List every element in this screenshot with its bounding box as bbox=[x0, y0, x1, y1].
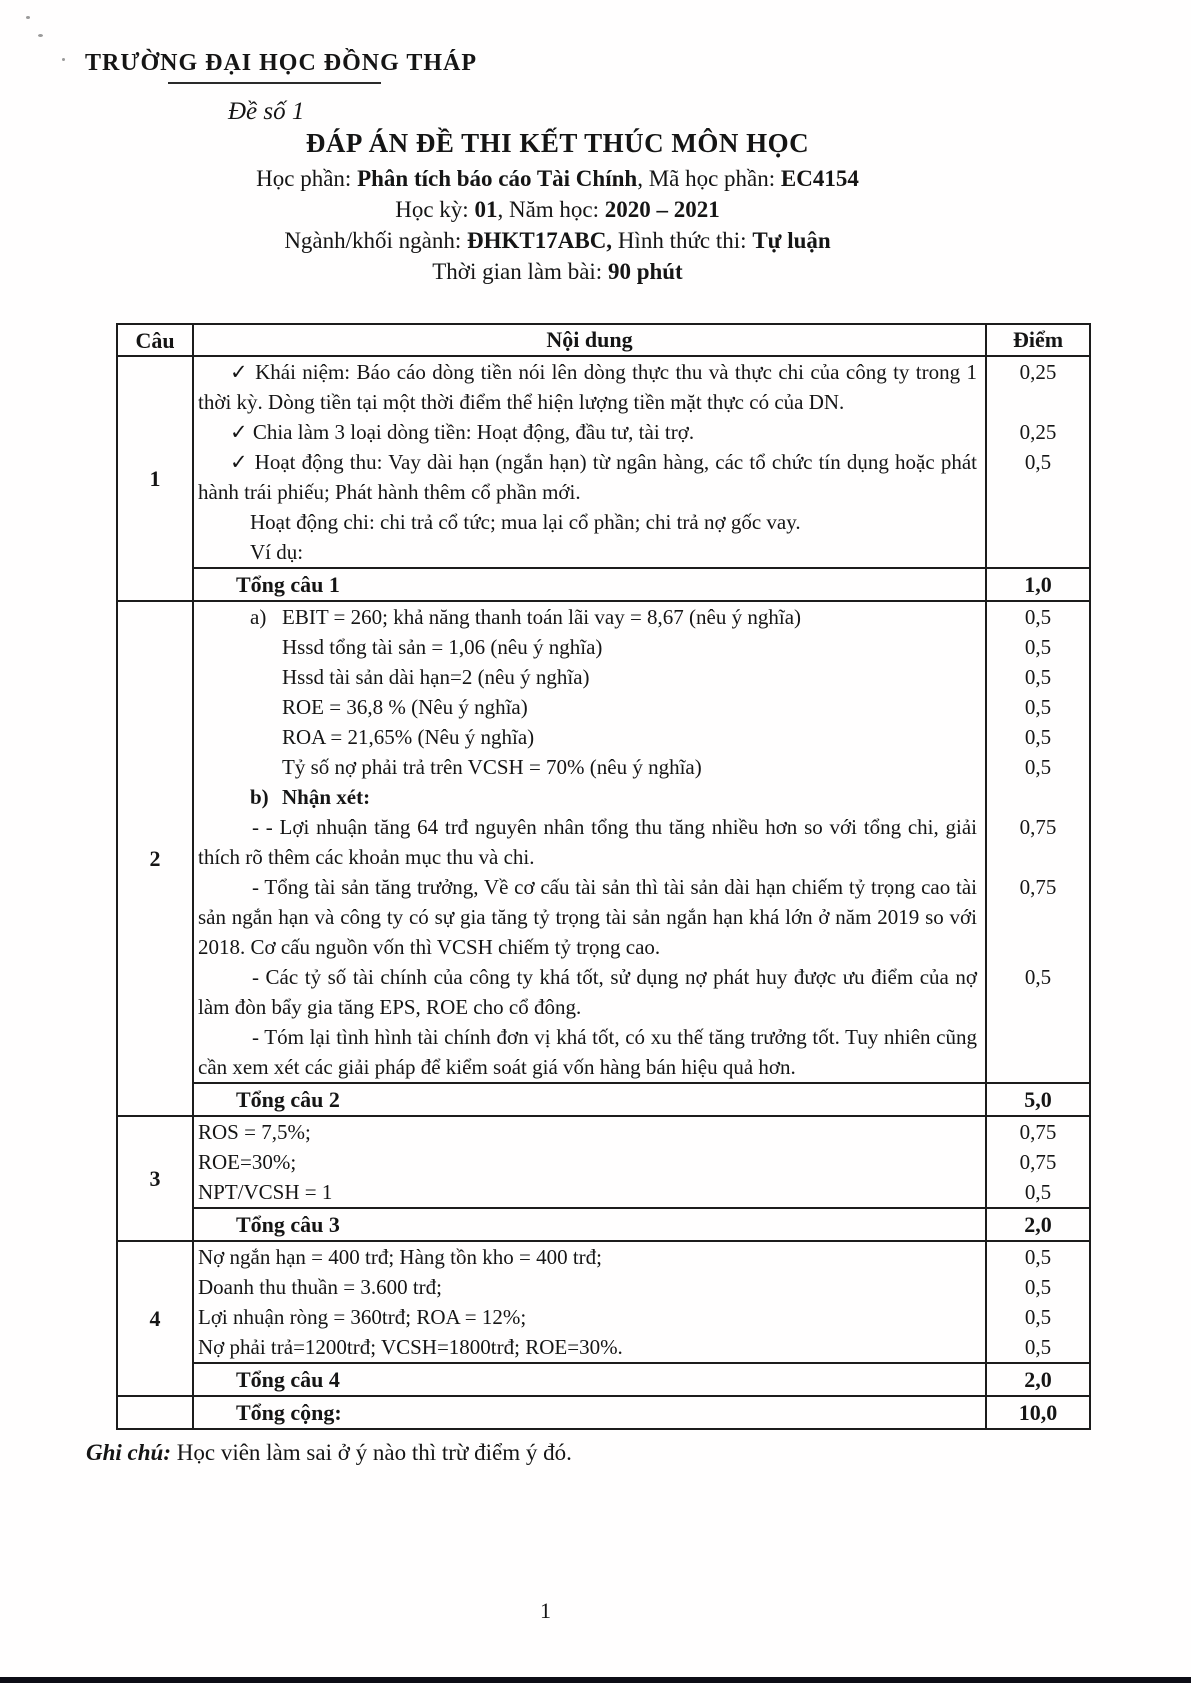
grand-total-row bbox=[118, 1395, 1089, 1428]
score-cell: 0,5 bbox=[985, 1177, 1089, 1207]
answer-item bbox=[194, 507, 1089, 537]
answer-item bbox=[194, 1272, 1089, 1302]
exam-info bbox=[0, 163, 1115, 287]
answer-table bbox=[116, 323, 1091, 1430]
subtotal-score: 2,0 bbox=[985, 1209, 1089, 1240]
question-group-4 bbox=[118, 1240, 1089, 1395]
exam-info-line bbox=[0, 256, 1115, 287]
text-segment: Hình thức thi: bbox=[612, 228, 753, 253]
answer-item bbox=[194, 357, 1089, 417]
answer-text: NPT/VCSH = 1 bbox=[198, 1180, 333, 1204]
exam-info-line bbox=[0, 194, 1115, 225]
answer-item bbox=[194, 602, 1089, 632]
answer-text: - Tổng tài sản tăng trưởng, Về cơ cấu tài sản thì tài sản dài hạn chiếm tỷ trọng cao tài sản ngắn hạn và công ty có sự gia tăng tỷ trọng tài sản ngắn hạn khá lớn ở năm 2019 so với 2018. Cơ cấu nguồn vốn thì VCSH chiếm tỷ trọng cao. bbox=[198, 875, 977, 959]
answer-text: Hoạt động chi: chi trả cổ tức; mua lại cổ phần; chi trả nợ gốc vay. bbox=[250, 510, 801, 534]
question-number: 1 bbox=[118, 357, 194, 600]
question-body bbox=[194, 1242, 1089, 1395]
score-cell: 0,75 bbox=[985, 1147, 1089, 1177]
item-label: b) bbox=[250, 785, 269, 809]
question-number: 2 bbox=[118, 602, 194, 1115]
answer-text: - Tóm lại tình hình tài chính đơn vị khá tốt, có xu thế tăng trưởng tốt. Tuy nhiên cũng cần xem xét các giải pháp để kiểm soát giá vốn hàng bán hiệu quả hơn. bbox=[198, 1025, 977, 1079]
text-segment: Thời gian làm bài: bbox=[432, 259, 608, 284]
answer-text: - Các tỷ số tài chính của công ty khá tốt, sử dụng nợ phát huy được ưu điểm của nợ làm đòn bẩy gia tăng EPS, ROE cho cổ đông. bbox=[198, 965, 977, 1019]
answer-text: Hssd tài sản dài hạn=2 (nêu ý nghĩa) bbox=[282, 665, 590, 689]
text-segment: Học phần: bbox=[256, 166, 358, 191]
answer-text: a) EBIT = 260; khả năng thanh toán lãi vay = 8,67 (nêu ý nghĩa) bbox=[194, 602, 985, 632]
question-body bbox=[194, 602, 1089, 1115]
answer-text: ✓ Chia làm 3 loại dòng tiền: Hoạt động, đầu tư, tài trợ. bbox=[230, 420, 695, 444]
score-cell: 0,5 bbox=[985, 1242, 1089, 1272]
answer-text: b) Nhận xét: bbox=[194, 782, 985, 812]
answer-item bbox=[194, 632, 1089, 662]
answer-text: ROE=30%; bbox=[198, 1150, 297, 1174]
answer-item bbox=[194, 692, 1089, 722]
answer-item bbox=[194, 447, 1089, 507]
question-body bbox=[194, 357, 1089, 600]
subtotal-row bbox=[194, 1207, 1089, 1240]
answer-item bbox=[194, 1302, 1089, 1332]
university-underline bbox=[168, 82, 381, 84]
empty-cau-cell bbox=[118, 1397, 194, 1428]
page-number: 1 bbox=[540, 1598, 551, 1623]
score-cell bbox=[985, 1022, 1089, 1082]
answer-item bbox=[194, 537, 1089, 567]
score-cell bbox=[985, 782, 1089, 812]
exam-header-block bbox=[0, 128, 1191, 287]
answer-text: Doanh thu thuần = 3.600 trđ; bbox=[198, 1275, 442, 1299]
note-label: Ghi chú: bbox=[86, 1440, 171, 1465]
text-segment: , Năm học: bbox=[497, 197, 605, 222]
score-cell: 0,5 bbox=[985, 692, 1089, 722]
question-number: 3 bbox=[118, 1117, 194, 1240]
item-label: a) bbox=[250, 605, 267, 629]
subtotal-score: 2,0 bbox=[985, 1364, 1089, 1395]
score-cell: 0,5 bbox=[985, 662, 1089, 692]
score-cell: 0,75 bbox=[985, 872, 1089, 962]
answer-item bbox=[194, 812, 1089, 872]
subtotal-score: 5,0 bbox=[985, 1084, 1089, 1115]
answer-item bbox=[194, 1332, 1089, 1362]
text-segment: 01 bbox=[474, 197, 498, 222]
score-cell: 0,5 bbox=[985, 962, 1089, 1022]
text-segment: 90 phút bbox=[607, 259, 683, 284]
text-segment: Học kỳ: bbox=[395, 197, 475, 222]
scan-speck bbox=[38, 34, 43, 37]
score-cell: 0,25 bbox=[985, 417, 1089, 447]
subtotal-label: Tổng câu 3 bbox=[236, 1212, 340, 1237]
score-cell: 0,5 bbox=[985, 602, 1089, 632]
subtotal-label: Tổng câu 2 bbox=[236, 1087, 340, 1112]
text-segment: Phân tích báo cáo Tài Chính bbox=[357, 166, 638, 191]
score-cell: 0,75 bbox=[985, 1117, 1089, 1147]
answer-text: Nợ phải trả=1200trđ; VCSH=1800trđ; ROE=30%. bbox=[198, 1335, 623, 1359]
exam-info-line bbox=[0, 163, 1115, 194]
subtotal-row bbox=[194, 567, 1089, 600]
answer-item bbox=[194, 782, 1089, 812]
score-cell: 0,5 bbox=[985, 1302, 1089, 1332]
answer-text: Lợi nhuận ròng = 360trđ; ROA = 12%; bbox=[198, 1305, 527, 1329]
exam-info-line bbox=[0, 225, 1115, 256]
answer-item bbox=[194, 962, 1089, 1022]
answer-item bbox=[194, 722, 1089, 752]
answer-text: Ví dụ: bbox=[250, 540, 304, 564]
answer-text: ✓ Hoạt động thu: Vay dài hạn (ngắn hạn) từ ngân hàng, các tổ chức tín dụng hoặc phát hành trái phiếu; Phát hành thêm cổ phần mới. bbox=[198, 450, 977, 504]
note bbox=[86, 1440, 1191, 1466]
score-cell: 0,5 bbox=[985, 1272, 1089, 1302]
score-cell: 0,25 bbox=[985, 357, 1089, 417]
scan-bottom-edge bbox=[0, 1677, 1191, 1683]
answer-text: Nợ ngắn hạn = 400 trđ; Hàng tồn kho = 400 trđ; bbox=[198, 1245, 602, 1269]
answer-item bbox=[194, 662, 1089, 692]
subtotal-label: Tổng câu 1 bbox=[236, 572, 340, 597]
university-name: TRƯỜNG ĐẠI HỌC ĐỒNG THÁP bbox=[85, 50, 478, 76]
answer-text: - - Lợi nhuận tăng 64 trđ nguyên nhân tổng thu tăng nhiều hơn so với tổng chi, giải thích rõ thêm các khoản mục thu và chi. bbox=[198, 815, 977, 869]
text-segment: 2020 – 2021 bbox=[604, 197, 720, 222]
grand-total-label: Tổng cộng: bbox=[236, 1400, 342, 1425]
question-body bbox=[194, 1117, 1089, 1240]
grand-total-score: 10,0 bbox=[985, 1397, 1089, 1428]
subtotal-row bbox=[194, 1362, 1089, 1395]
text-segment: ĐHKT17ABC, bbox=[467, 228, 613, 253]
score-cell: 0,5 bbox=[985, 632, 1089, 662]
answer-text: ROS = 7,5%; bbox=[198, 1120, 311, 1144]
answer-item bbox=[194, 752, 1089, 782]
answer-item bbox=[194, 1147, 1089, 1177]
question-group-3 bbox=[118, 1115, 1089, 1240]
answer-item bbox=[194, 872, 1089, 962]
score-cell: 0,5 bbox=[985, 722, 1089, 752]
scan-speck bbox=[26, 16, 30, 19]
answer-item bbox=[194, 1242, 1089, 1272]
question-group-1 bbox=[118, 355, 1089, 600]
question-group-2 bbox=[118, 600, 1089, 1115]
text-segment: Tự luận bbox=[752, 228, 831, 253]
scan-speck bbox=[62, 58, 65, 61]
col-header-noidung: Nội dung bbox=[546, 327, 633, 352]
score-cell: 0,75 bbox=[985, 812, 1089, 872]
text-segment: EC4154 bbox=[780, 166, 859, 191]
table-header-row bbox=[118, 325, 1089, 355]
answer-text: Hssd tổng tài sản = 1,06 (nêu ý nghĩa) bbox=[282, 635, 603, 659]
text-segment: , Mã học phần: bbox=[637, 166, 781, 191]
subtotal-label: Tổng câu 4 bbox=[236, 1367, 340, 1392]
score-cell: 0,5 bbox=[985, 752, 1089, 782]
col-header-diem: Điểm bbox=[985, 325, 1089, 355]
score-cell bbox=[985, 507, 1089, 537]
exam-code: Đề số 1 bbox=[228, 98, 305, 125]
answer-text: ✓ Khái niệm: Báo cáo dòng tiền nói lên dòng thực thu và thực chi của công ty trong 1 thời kỳ. Dòng tiền tại một thời điểm thể hiện lượng tiền mặt thực có của DN. bbox=[198, 360, 977, 414]
col-header-cau: Câu bbox=[118, 325, 194, 355]
score-cell: 0,5 bbox=[985, 447, 1089, 507]
subtotal-row bbox=[194, 1082, 1089, 1115]
answer-item bbox=[194, 1177, 1089, 1207]
answer-text: ROE = 36,8 % (Nêu ý nghĩa) bbox=[282, 695, 528, 719]
answer-item bbox=[194, 1117, 1089, 1147]
answer-text: ROA = 21,65% (Nêu ý nghĩa) bbox=[282, 725, 535, 749]
question-number: 4 bbox=[118, 1242, 194, 1395]
text-segment: Ngành/khối ngành: bbox=[284, 228, 468, 253]
answer-table-body bbox=[118, 355, 1089, 1428]
score-cell bbox=[985, 537, 1089, 567]
score-cell: 0,5 bbox=[985, 1332, 1089, 1362]
note-text: Học viên làm sai ở ý nào thì trừ điểm ý đó. bbox=[171, 1440, 572, 1465]
answer-item bbox=[194, 417, 1089, 447]
subtotal-score: 1,0 bbox=[985, 569, 1089, 600]
answer-text: Tỷ số nợ phải trả trên VCSH = 70% (nêu ý nghĩa) bbox=[282, 755, 702, 779]
answer-item bbox=[194, 1022, 1089, 1082]
document-title: ĐÁP ÁN ĐỀ THI KẾT THÚC MÔN HỌC bbox=[305, 128, 810, 158]
